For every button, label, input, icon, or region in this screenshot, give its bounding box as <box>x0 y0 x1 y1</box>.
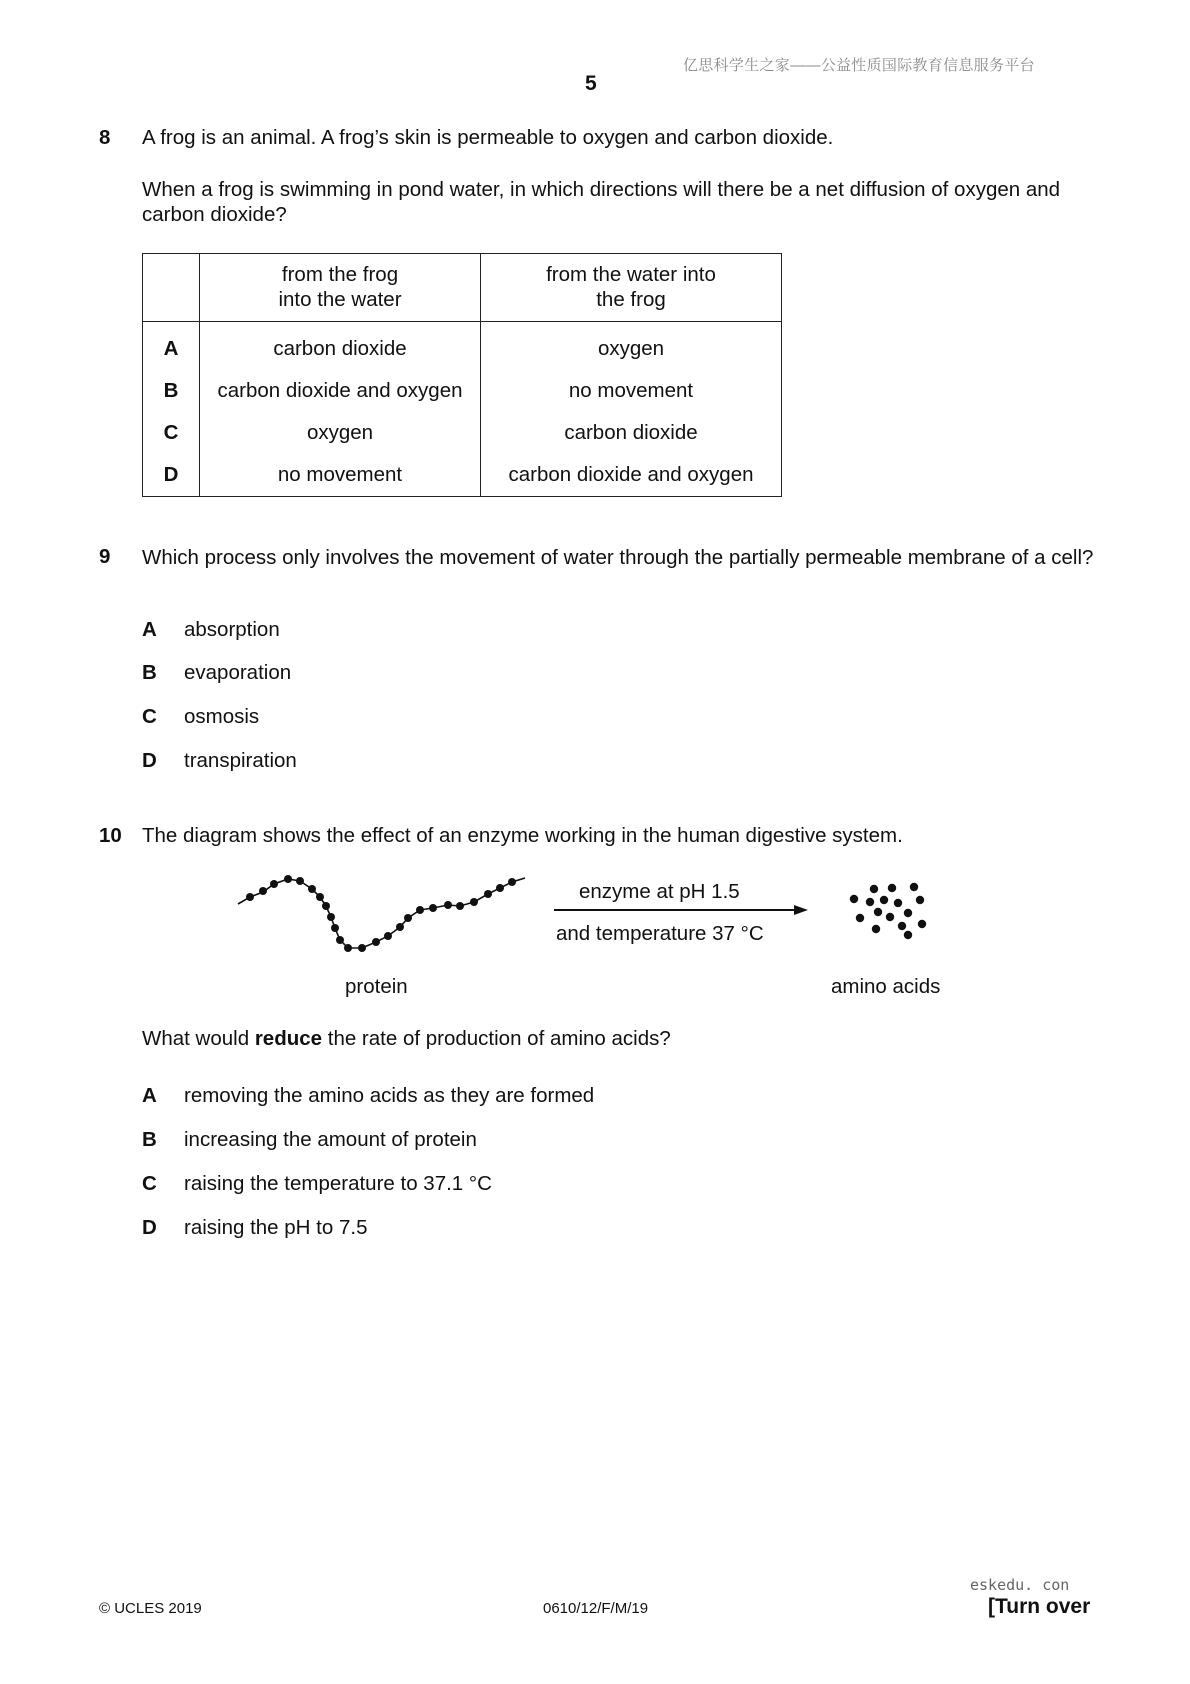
row-into-frog: oxygen <box>481 328 782 370</box>
table-row <box>143 328 782 370</box>
row-letter: D <box>143 454 200 497</box>
question-9-text: Which process only involves the movement of water through the partially permeable membrane of a cell? <box>142 546 1094 569</box>
question-8-prompt: When a frog is swimming in pond water, in which directions will there be a net diffusion of oxygen and carbon dioxide? <box>142 178 1061 226</box>
row-into-frog: no movement <box>481 370 782 412</box>
row-from-frog: no movement <box>200 454 481 497</box>
prompt-post: the rate of production of amino acids? <box>322 1027 671 1050</box>
header-from-frog-line1: from the frog <box>281 263 399 286</box>
row-into-frog: carbon dioxide and oxygen <box>481 454 782 497</box>
table-header-empty <box>143 254 200 322</box>
row-from-frog: carbon dioxide <box>200 328 481 370</box>
amino-acids-dots <box>846 880 936 950</box>
option-text: raising the temperature to 37.1 °C <box>184 1172 492 1195</box>
copyright: © UCLES 2019 <box>99 1600 202 1617</box>
question-10-prompt <box>142 1027 671 1051</box>
header-into-frog-line2: the frog <box>596 288 666 311</box>
question-number-9: 9 <box>99 545 111 568</box>
header-from-frog-line2: into the water <box>278 288 402 311</box>
table-header-into-frog <box>481 254 782 322</box>
row-from-frog: carbon dioxide and oxygen <box>200 370 481 412</box>
diffusion-table <box>142 253 782 497</box>
option-text: transpiration <box>184 749 297 772</box>
amino-acids-label: amino acids <box>831 975 941 998</box>
row-letter: C <box>143 412 200 454</box>
table-row <box>143 370 782 412</box>
arrow-label-bottom: and temperature 37 °C <box>556 922 764 945</box>
turn-over: [Turn over <box>988 1595 1091 1618</box>
question-10-text: The diagram shows the effect of an enzyme working in the human digestive system. <box>142 824 903 847</box>
reaction-arrow <box>554 903 810 917</box>
site-watermark: eskedu. con <box>970 1576 1070 1594</box>
row-letter: B <box>143 370 200 412</box>
protein-label: protein <box>345 975 408 998</box>
option-letter: A <box>142 618 157 641</box>
option-text: removing the amino acids as they are formed <box>184 1084 595 1107</box>
row-into-frog: carbon dioxide <box>481 412 782 454</box>
option-letter: A <box>142 1084 157 1107</box>
option-letter: B <box>142 661 157 684</box>
row-from-frog: oxygen <box>200 412 481 454</box>
table-row <box>143 454 782 497</box>
arrow-label-top: enzyme at pH 1.5 <box>579 880 740 903</box>
option-text: osmosis <box>184 705 260 728</box>
option-letter: C <box>142 705 157 728</box>
paper-code: 0610/12/F/M/19 <box>543 1600 649 1617</box>
question-8-text: A frog is an animal. A frog’s skin is permeable to oxygen and carbon dioxide. <box>142 126 834 149</box>
option-letter: C <box>142 1172 157 1195</box>
option-text: absorption <box>184 618 280 641</box>
table-row <box>143 412 782 454</box>
row-letter: A <box>143 328 200 370</box>
watermark-text: 亿思科学生之家——公益性质国际教育信息服务平台 <box>683 57 1035 74</box>
prompt-bold: reduce <box>254 1027 323 1050</box>
table-header-from-frog <box>200 254 481 322</box>
option-letter: D <box>142 1216 157 1239</box>
question-number-8: 8 <box>99 126 111 149</box>
option-text: raising the pH to 7.5 <box>184 1216 368 1239</box>
prompt-pre: What would <box>142 1027 255 1050</box>
table-header-row <box>143 254 782 322</box>
question-number-10: 10 <box>99 824 122 847</box>
option-text: increasing the amount of protein <box>184 1128 477 1151</box>
header-into-frog-line1: from the water into <box>546 263 716 286</box>
option-text: evaporation <box>184 661 292 684</box>
option-letter: D <box>142 749 157 772</box>
option-letter: B <box>142 1128 157 1151</box>
protein-chain-diagram <box>230 862 540 962</box>
page-number: 5 <box>585 72 597 95</box>
